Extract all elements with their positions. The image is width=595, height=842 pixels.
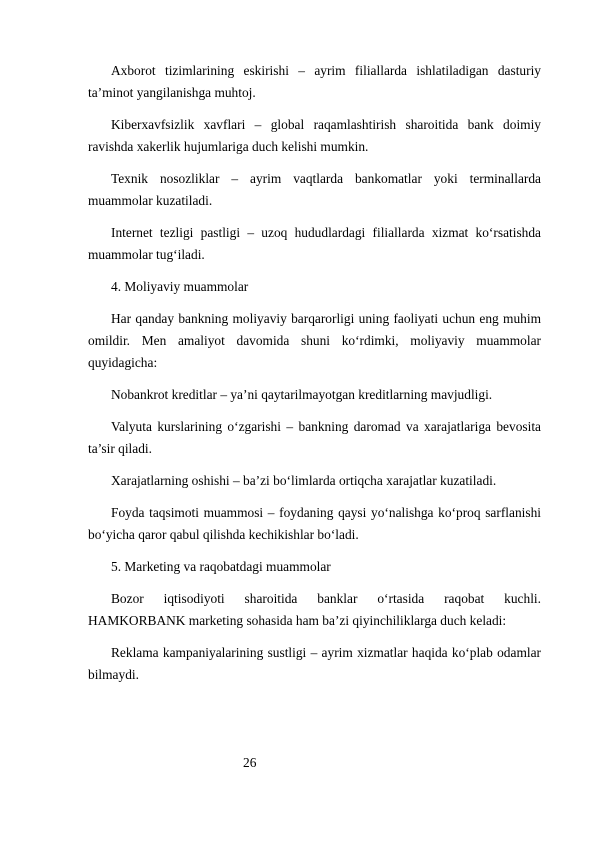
page-number: 26 <box>243 755 257 770</box>
document-body <box>88 60 541 686</box>
paragraph-outdated-systems: Axborot tizimlarining eskirishi – ayrim filiallarda ishlatiladigan dasturiy ta’minot yangilanishga muhtoj. <box>88 63 541 100</box>
paragraph-bad-loans: Nobankrot kreditlar – ya’ni qaytarilmayotgan kreditlarning mavjudligi. <box>111 387 493 402</box>
paragraph-financial-intro: Har qanday bankning moliyaviy barqarorligi uning faoliyati uchun eng muhim omildir. Men amaliyot davomida shuni ko‘rdimki, moliyaviy muammolar quyidagicha: <box>88 311 541 370</box>
paragraph-profit-distribution: Foyda taqsimoti muammosi – foydaning qaysi yo‘nalishga ko‘proq sarflanishi bo‘yicha qaror qabul qilishda kechikishlar bo‘ladi. <box>88 505 541 542</box>
section-heading-marketing: 5. Marketing va raqobatdagi muammolar <box>111 559 331 574</box>
paragraph-technical-faults: Texnik nosozliklar – ayrim vaqtlarda bankomatlar yoki terminallarda muammolar kuzatiladi. <box>88 171 541 208</box>
section-heading-financial: 4. Moliyaviy muammolar <box>111 279 249 294</box>
paragraph-advertising: Reklama kampaniyalarining sustligi – ayrim xizmatlar haqida ko‘plab odamlar bilmaydi. <box>88 645 541 682</box>
paragraph-internet-speed: Internet tezligi pastligi – uzoq hududlardagi filiallarda xizmat ko‘rsatishda muammolar tug‘iladi. <box>88 225 541 262</box>
paragraph-rising-costs: Xarajatlarning oshishi – ba’zi bo‘limlarda ortiqcha xarajatlar kuzatiladi. <box>111 473 497 488</box>
paragraph-cybersecurity: Kiberxavfsizlik xavflari – global raqamlashtirish sharoitida bank doimiy ravishda xakerlik hujumlariga duch kelishi mumkin. <box>88 117 541 154</box>
paragraph-currency-rates: Valyuta kurslarining o‘zgarishi – bankning daromad va xarajatlariga bevosita ta’sir qiladi. <box>88 419 541 456</box>
paragraph-marketing-intro: Bozor iqtisodiyoti sharoitida banklar o‘rtasida raqobat kuchli. HAMKORBANK marketing sohasida ham ba’zi qiyinchiliklarga duch keladi: <box>88 591 541 628</box>
